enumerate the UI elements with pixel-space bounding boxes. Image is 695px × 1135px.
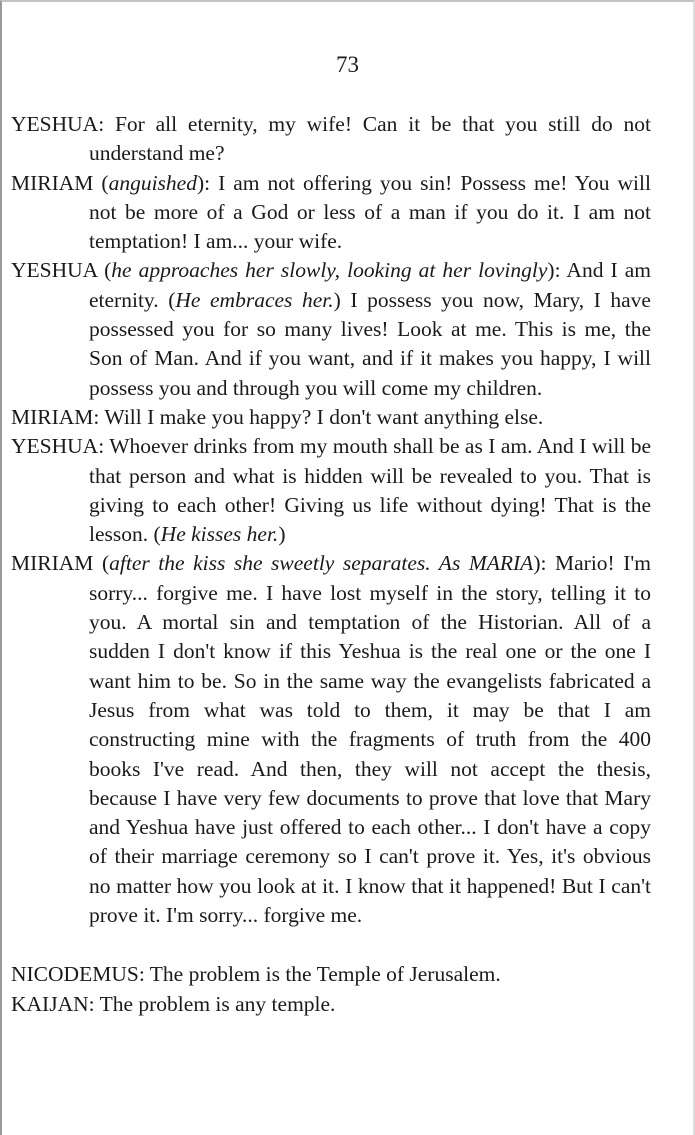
dialogue-text: ): And I am eternity. ( — [89, 258, 651, 312]
dialogue-text: ): I am not offering you sin! Possess me! You will not be more of a God or less of a man if you do it. I am not temptation! I am... your wife. — [89, 170, 651, 254]
speech-paragraph — [11, 403, 651, 432]
speech-paragraph — [11, 110, 651, 169]
dialogue-text: ( — [93, 170, 109, 195]
dialogue-text: ( — [97, 258, 112, 283]
speaker-name: YESHUA: — [11, 434, 105, 459]
speaker-name: NICODEMUS: — [11, 962, 145, 987]
speech-block — [11, 110, 651, 930]
dialogue-text: ) — [278, 522, 286, 547]
speaker-name: MIRIAM: — [11, 404, 100, 429]
speech-paragraph — [11, 169, 651, 257]
speech-paragraph — [11, 549, 651, 930]
speech-block-after-break — [11, 960, 651, 1019]
stage-direction: He embraces her. — [175, 287, 334, 312]
speaker-name: MIRIAM — [11, 170, 94, 195]
play-text — [11, 110, 651, 1019]
dialogue-text: ( — [93, 551, 110, 576]
stage-direction: anguished — [108, 170, 197, 195]
speech-paragraph — [11, 960, 651, 989]
speech-paragraph — [11, 990, 651, 1019]
speaker-name: YESHUA: — [11, 112, 105, 136]
speaker-name: YESHUA — [11, 258, 98, 283]
dialogue-text: For all eternity, my wife! Can it be that you still do not understand me? — [89, 112, 651, 166]
dialogue-text: Whoever drinks from my mouth shall be as I am. And I will be that person and what is hidden will be revealed to you. That is giving to each other! Giving us life without dying! That is the lesson. ( — [89, 434, 651, 547]
stage-direction: He kisses her. — [160, 522, 279, 547]
speech-paragraph — [11, 432, 651, 549]
speaker-name: MIRIAM — [11, 551, 94, 576]
stage-direction: after the kiss she sweetly separates. As MARIA — [109, 551, 534, 576]
speaker-name: KAIJAN: — [11, 991, 95, 1016]
dialogue-text: ): Mario! I'm sorry... forgive me. I have lost myself in the story, telling it to you. A mortal sin and temptation of the Historian. All of a sudden I don't know if this Yeshua is the real one or the one I want him to be. So in the same way the evangelists fabricated a Jesus from what was told to them, it may be that I am constructing mine with the fragments of truth from the 400 books I've read. And then, they will not accept the thesis, because I have very few documents to prove that love that Mary and Yeshua have just offered to each other... I don't have a copy of their marriage ceremony so I can't prove it. Yes, it's obvious no matter how you look at it. I know that it happened! But I can't prove it. I'm sorry... forgive me. — [89, 551, 651, 928]
dialogue-text: The problem is any temple. — [94, 991, 336, 1016]
section-break — [11, 930, 651, 960]
dialogue-text: The problem is the Temple of Jerusalem. — [144, 962, 501, 987]
page-number: 73 — [336, 52, 359, 77]
dialogue-text: ) I possess you now, Mary, I have possessed you for so many lives! Look at me. This is me, the Son of Man. And if you want, and if it makes you happy, I will possess you and through you will come my children. — [89, 287, 651, 400]
stage-direction: he approaches her slowly, looking at her lovingly — [111, 258, 548, 283]
speech-paragraph — [11, 256, 651, 402]
dialogue-text: Will I make you happy? I don't want anything else. — [99, 404, 544, 429]
